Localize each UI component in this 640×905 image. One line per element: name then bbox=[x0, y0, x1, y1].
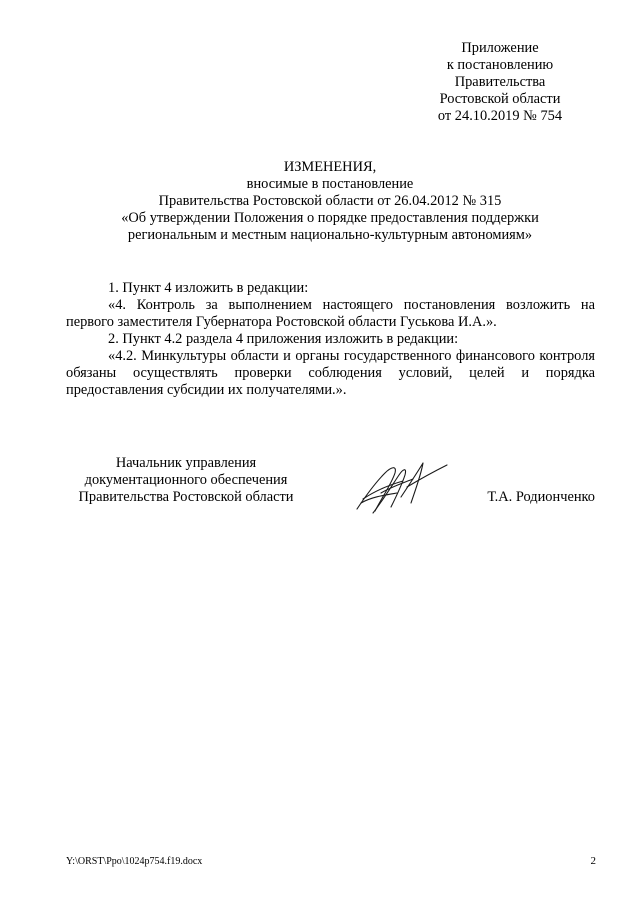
page-number: 2 bbox=[590, 855, 596, 867]
appendix-line: Правительства bbox=[454, 74, 546, 90]
document-body bbox=[66, 280, 595, 399]
body-paragraph: «4. Контроль за выполнением настоящего постановления возложить на первого заместителя Губернатора Ростовской области Гуськова И.А.». bbox=[66, 297, 595, 330]
signatory-position bbox=[66, 455, 306, 506]
title-line: региональным и местным национально-культурным автономиям» bbox=[127, 227, 533, 243]
position-line: Начальник управления bbox=[115, 455, 257, 471]
footer-file-path: Y:\ORST\Ppo\1024p754.f19.docx bbox=[66, 856, 203, 867]
signature-block bbox=[66, 455, 595, 515]
appendix-line: Приложение bbox=[461, 40, 539, 56]
appendix-line: от 24.10.2019 № 754 bbox=[437, 108, 563, 124]
title-line: вносимые в постановление bbox=[246, 176, 414, 192]
handwritten-signature bbox=[351, 457, 451, 519]
appendix-header bbox=[400, 40, 600, 125]
body-paragraph: «4.2. Минкультуры области и органы государственного финансового контроля обязаны осуществлять проверки соблюдения условий, целей и порядка предоставления субсидии их получателями.». bbox=[66, 348, 595, 398]
body-paragraph: 1. Пункт 4 изложить в редакции: bbox=[108, 280, 309, 296]
title-line: Правительства Ростовской области от 26.04.2012 № 315 bbox=[158, 193, 502, 209]
appendix-line: Ростовской области bbox=[439, 91, 561, 107]
position-line: Правительства Ростовской области bbox=[78, 489, 294, 505]
title-heading: ИЗМЕНЕНИЯ, bbox=[283, 159, 377, 175]
signatory-name: Т.А. Родионченко bbox=[487, 489, 595, 505]
document-title bbox=[60, 159, 600, 244]
appendix-line: к постановлению bbox=[446, 57, 554, 73]
position-line: документационного обеспечения bbox=[84, 472, 288, 488]
title-line: «Об утверждении Положения о порядке предоставления поддержки bbox=[121, 210, 539, 226]
body-paragraph: 2. Пункт 4.2 раздела 4 приложения изложить в редакции: bbox=[108, 331, 459, 347]
